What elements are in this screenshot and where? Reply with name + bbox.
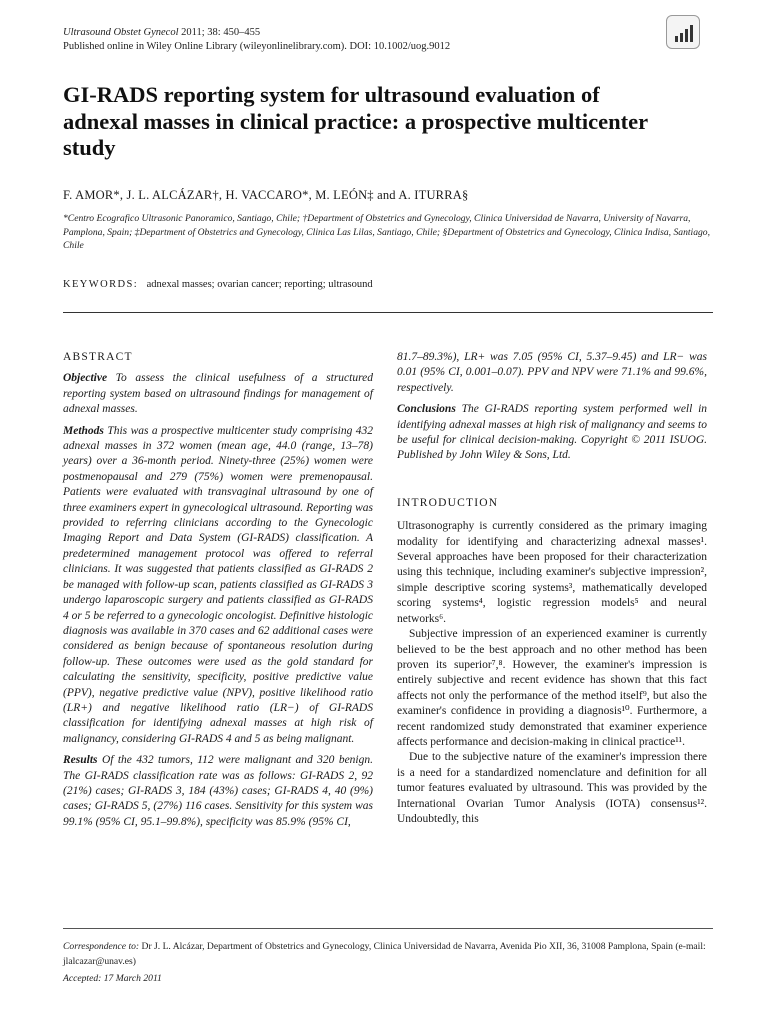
keywords-label: KEYWORDS:	[63, 279, 139, 290]
author-list: F. AMOR*, J. L. ALCÁZAR†, H. VACCARO*, M. LEÓN‡ and A. ITURRA§	[63, 188, 469, 202]
bar-chart-icon[interactable]	[666, 15, 700, 49]
accepted-date-row	[63, 972, 713, 987]
right-column	[397, 350, 707, 827]
journal-name: Ultrasound Obstet Gynecol	[63, 27, 179, 38]
abstract-methods	[63, 424, 373, 748]
bar-chart-glyph	[673, 22, 695, 44]
left-column	[63, 350, 373, 830]
intro-paragraph-2: Subjective impression of an experienced examiner is currently believed to be the best approach and no other method has been proven its superior⁷,⁸. However, the examiner's impression is entirely subjective and recent evidence has shown that this fact affects not only the performance of the method itself⁹, but also the examiner's confidence in providing a diagnosis¹⁰. Furthermore, a recent randomized study demonstrated that examiner experience affects performance and decision-making in clinical practice¹¹.	[397, 628, 707, 748]
footer-divider	[63, 928, 713, 929]
introduction-heading: INTRODUCTION	[397, 496, 499, 509]
intro-paragraph-1: Ultrasonography is currently considered as the primary imaging modality for identifying and characterizing adnexal masses¹. Several approaches have been proposed for their characterization using this technique, including examiner's subjective impression², simple descriptive scoring systems³, mathematically developed scoring systems⁴, logistic regression models⁵ and neural networks⁶.	[397, 520, 707, 625]
keywords-text: adnexal masses; ovarian cancer; reporting; ultrasound	[146, 279, 373, 290]
abstract-objective	[63, 371, 373, 417]
results-label: Results	[63, 754, 98, 767]
accepted-date: Accepted: 17 March 2011	[63, 973, 162, 984]
correspondence-label: Correspondence to:	[63, 941, 140, 952]
article-title: GI-RADS reporting system for ultrasound evaluation of adnexal masses in clinical practice: a prospective multicenter study	[63, 82, 648, 160]
objective-label: Objective	[63, 372, 108, 385]
results-text-continued: 81.7–89.3%), LR+ was 7.05 (95% CI, 5.37–9.45) and LR− was 0.01 (95% CI, 0.001–0.07). PPV and NPV were 71.1% and 99.6%, respectively.	[397, 351, 707, 394]
abstract-conclusions	[397, 402, 707, 464]
correspondence	[63, 940, 713, 969]
abstract-heading: ABSTRACT	[63, 351, 133, 363]
abstract-results-continued	[397, 350, 707, 396]
objective-text: To assess the clinical usefulness of a structured reporting system based on ultrasound findings for management of adnexal masses.	[63, 372, 374, 416]
header-divider	[63, 312, 713, 313]
journal-citation	[63, 26, 260, 40]
intro-paragraph-3: Due to the subjective nature of the examiner's impression there is a need for a standardized nomenclature and definition for all tumor features evaluated by ultrasound. This was provided by the International Ovarian Tumor Analysis (IOTA) consensus¹². Undoubtedly, this	[397, 751, 707, 825]
results-text: Of the 432 tumors, 112 were malignant and 320 benign. The GI-RADS classification rate was as follows: GI-RADS 2, 92 (21%) cases; GI-RADS 3, 184 (43%) cases; GI-RADS 4, 40 (9%) cases; GI-RADS 5, (27%) 116 cases. Sensitivity for this system was 99.1% (95% CI, 95.1–99.8%), specificity was 85.9% (95% CI,	[63, 754, 373, 828]
methods-text: This was a prospective multicenter study comprising 432 adnexal masses in 372 women (mean age, 44.0 (range, 13–78) years) over a 36-month period. Ninety-three (25%) women were postmenopausal and 279 (75%) women were premenopausal. Patients were evaluated with transvaginal ultrasound by one of three examiners expert in gynecological ultrasound. Reporting was provided to referring clinicians according to the Gynecologic Imaging Report and Data System (GI-RADS) classification. A predetermined management protocol was offered to referral clinicians. It was suggested that patients classified as GI-RADS 2 be managed with follow-up scan, patients classified as GI-RADS 3 undergo laparoscopic surgery and patients classified as GI-RADS 4 or 5 be referred to a gynecologic oncologist. Definitive histologic diagnosis was available in 370 cases and 62 additional cases were considered as benign because of spontaneous resolution during follow-up. These outcomes were used as the gold standard for calculating the sensitivity, specificity, positive predictive value (PPV), negative predictive value (NPV), positive likelihood ratio (LR+) and negative likelihood ratio (LR−) of GI-RADS classification for identifying adnexal masses at high risk of malignancy, considering GI-RADS 4 and 5 as being malignant.	[63, 424, 374, 745]
abstract-results	[63, 753, 373, 830]
methods-label: Methods	[63, 424, 104, 437]
conclusions-text: The GI-RADS reporting system performed well in identifying adnexal masses at high risk of malignancy and seems to be useful for clinical decision-making. Copyright © 2011 ISUOG. Published by John Wiley & Sons, Ltd.	[397, 403, 708, 462]
footer	[63, 940, 713, 987]
correspondence-text: Dr J. L. Alcázar, Department of Obstetrics and Gynecology, Clinica Universidad de Navarra, Avenida Pio XII, 36, 31008 Pamplona, Spain (e-mail: jlalcazar@unav.es)	[63, 941, 706, 967]
keywords	[63, 279, 373, 290]
publication-info: Published online in Wiley Online Library (wileyonlinelibrary.com). DOI: 10.1002/uog.9012	[63, 41, 451, 52]
citation-volume: 2011; 38: 450–455	[178, 27, 261, 38]
conclusions-label: Conclusions	[397, 403, 456, 416]
affiliations: *Centro Ecografico Ultrasonic Panoramico, Santiago, Chile; †Department of Obstetrics and Gynecology, Clinica Universidad de Navarra, University of Navarra, Pamplona, Spain; ‡Department of Obstetrics and Gynecology, Clinica Las Lilas, Santiago, Chile; §Department of Obstetrics and Gynecology, Clinica Indisa, Santiago, Chile	[63, 213, 710, 252]
